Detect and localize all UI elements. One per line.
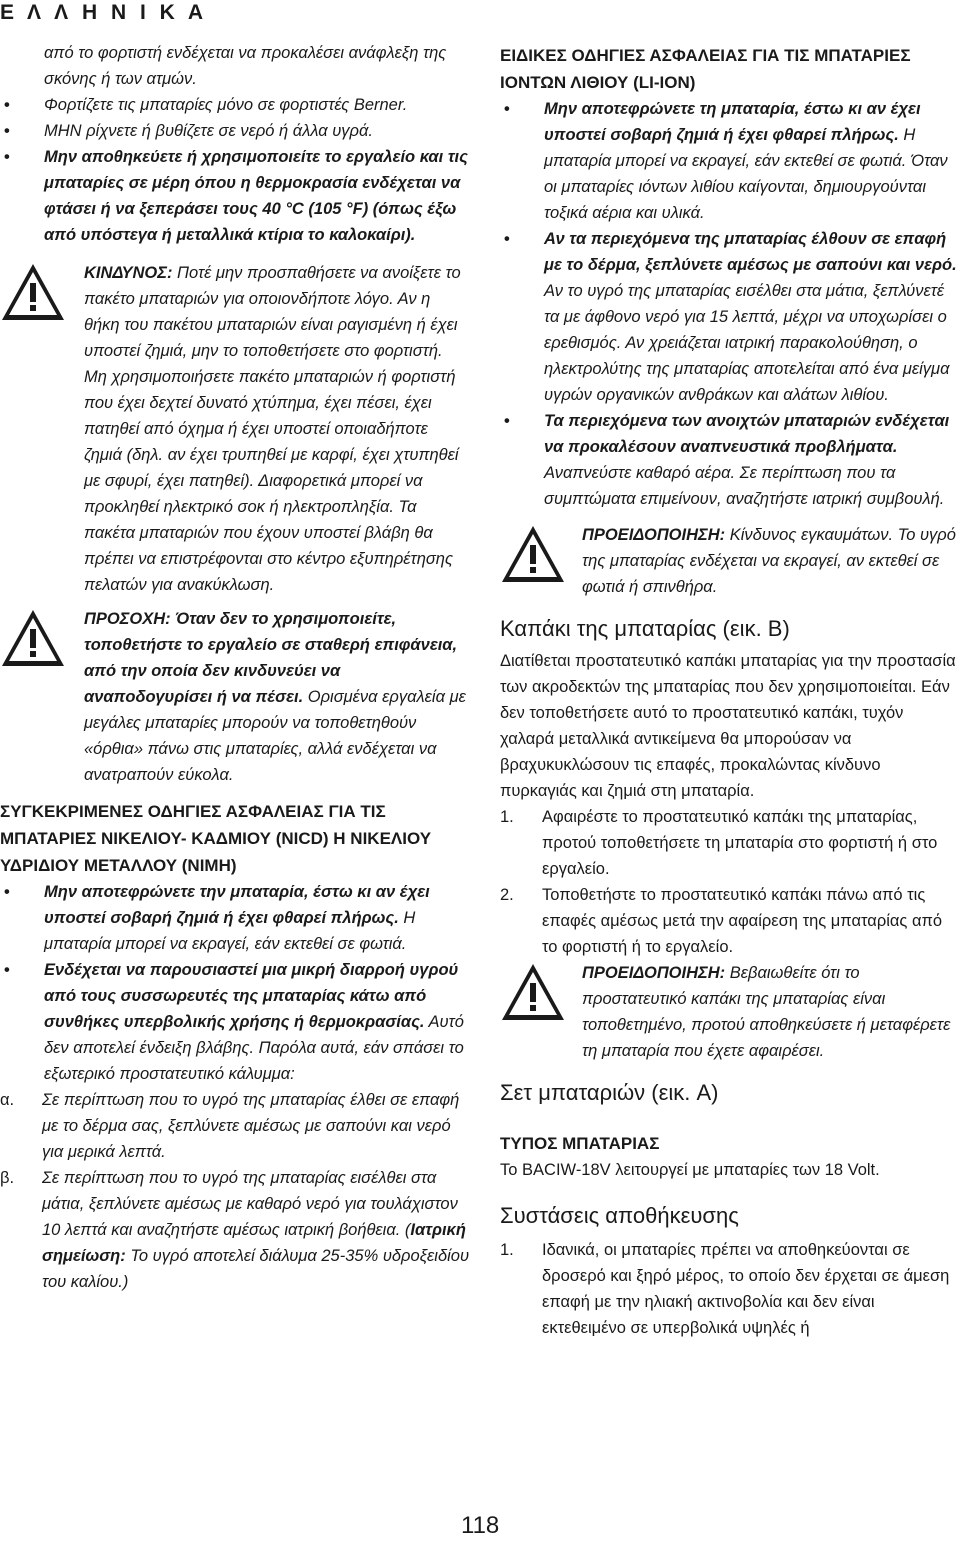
nicd-section-heading: ΣΥΓΚΕΚΡΙΜΕΝΕΣ ΟΔΗΓΙΕΣ ΑΣΦΑΛΕΙΑΣ ΓΙΑ ΤΙΣ ΜΠΑΤΑΡΙΕΣ ΝΙΚΕΛΙΟΥ- ΚΑΔΜΙΟΥ (NICD) Η ΝΙΚΕΛΙΟΥ ΥΔΡΙΔΙΟΥ ΜΕΤΑΛΛΟΥ (NIMH) [0, 802, 432, 875]
warning-triangle-icon [500, 524, 566, 584]
danger-text: Ποτέ μην προσπαθήσετε να ανοίξετε το πακέτο μπαταριών για οποιονδήποτε λόγο. Αν η θήκη του πακέτου μπαταριών είναι ραγισμένη ή έχει υποστεί ζημιά, μην το τοποθετήσετε στο φορτιστή. Μη χρησιμοποιήσετε πακέτο μπαταριών ή φορτιστή που έχει δεχτεί δυνατό χτύπημα, έχει πέσει, έχει πατηθεί από όχημα ή έχει υποστεί οποιαδήποτε ζημιά (δηλ. αν έχει τρυπηθεί με καρφί, έχει χτυπηθεί με σφυρί, έχει πατηθεί). Διαφορετικά μπορεί να προκληθεί ηλεκτρικό σοκ ή ηλεκτροπληξία. Τα πακέτα μπαταριών που έχουν υποστεί βλάβη θα πρέπει να επιστρέφονται στο κέντρο εξυπηρέτησης πελατών για ανακύκλωση. [84, 264, 461, 594]
page-number: 118 [461, 1512, 500, 1539]
nicd-bullet-list [0, 879, 470, 1087]
page-header-language: Ε Λ Λ Η Ν Ι Κ Α [0, 1, 208, 24]
liion-bullet-list [500, 96, 960, 512]
list-item: • Αν τα περιεχόμενα της μπαταρίας έλθουν σε επαφή με το δέρμα, ξεπλύνετε αμέσως με σαπούνι και νερό. Αν το υγρό της μπαταρίας εισέλθει στα μάτια, ξεπλύνετέ τα με άφθονο νερό για 15 λεπτά, μέχρι να υποχωρίσει ο ερεθισμός. Αν χρειάζεται ιατρική παρακολούθηση, ο ηλεκτρολύτης της μπαταρίας αποτελείται από ένα μείγμα υγρών οργανικών ανθράκων και αλάτων λιθίου. [504, 230, 957, 404]
left-bullet-list [0, 92, 470, 248]
list-item: • Μην αποτεφρώνετε την μπαταρία, έστω κι αν έχει υποστεί σοβαρή ζημιά ή έχει φθαρεί πλήρως. Η μπαταρία μπορεί να εκραγεί, εάν εκτεθεί σε φωτιά. [4, 883, 430, 953]
continued-text: από το φορτιστή ενδέχεται να προκαλέσει ανάφλεξη της σκόνης ή των ατμών. [44, 44, 447, 88]
list-item: β. Σε περίπτωση που το υγρό της μπαταρίας εισέλθει στα μάτια, ξεπλύνετε αμέσως με καθαρό νερό για τουλάχιστον 10 λεπτά και αναζητήστε αμέσως ιατρική βοήθεια. (Ιατρική σημείωση: Το υγρό αποτελεί διάλυμα 25-35% υδροξειδίου του καλίου.) [0, 1169, 470, 1291]
list-item: 2. Τοποθετήστε το προστατευτικό καπάκι πάνω από τις επαφές αμέσως μετά την αφαίρεση της μπαταρίας από το φορτιστή ή το εργαλείο. [500, 886, 943, 956]
battery-pack-heading: Σετ μπαταριών (εικ. A) [500, 1080, 719, 1105]
list-item: α. Σε περίπτωση που το υγρό της μπαταρίας έλθει σε επαφή με το δέρμα σας, ξεπλύνετε αμέσως με σαπούνι και νερό για μερικά λεπτά. [0, 1091, 460, 1161]
battery-cap-steps [500, 804, 960, 960]
right-column [500, 42, 960, 1341]
battery-type-heading: ΤΥΠΟΣ ΜΠΑΤΑΡΙΑΣ [500, 1134, 660, 1153]
caution-text: Ορισμένα εργαλεία με μεγάλες μπαταρίες μπορούν να τοποθετηθούν «όρθια» πάνω στις μπαταρίες, αλλά ενδέχεται να ανατραπούν εύκολα. [84, 688, 466, 784]
cap-warning: ΠΡΟΕΙΔΟΠΟΙΗΣΗ: Βεβαιωθείτε ότι το προστατευτικό καπάκι της μπαταρίας είναι τοποθετημένο, προτού αποθηκεύσετε ή μεταφέρετε τη μπαταρία που έχετε αφαιρέσει. [500, 960, 960, 1064]
warning-triangle-icon [0, 608, 66, 668]
storage-steps [500, 1237, 960, 1341]
warning-triangle-icon [500, 962, 566, 1022]
nicd-alpha-list [0, 1087, 470, 1295]
danger-warning [0, 260, 470, 598]
danger-label: ΚΙΝΔΥΝΟΣ: [84, 264, 173, 282]
battery-cap-heading: Καπάκι της μπαταρίας (εικ. B) [500, 616, 790, 641]
list-item: • Τα περιεχόμενα των ανοιχτών μπαταριών ενδέχεται να προκαλέσουν αναπνευστικά προβλήματα. Αναπνεύστε καθαρό αέρα. Σε περίπτωση που τα συμπτώματα επιμείνουν, αναζητήστε ιατρική συμβουλή. [504, 412, 950, 508]
liion-section-heading: ΕΙΔΙΚΕΣ ΟΔΗΓΙΕΣ ΑΣΦΑΛΕΙΑΣ ΓΙΑ ΤΙΣ ΜΠΑΤΑΡΙΕΣ ΙΟΝΤΩΝ ΛΙΘΙΟΥ (LI-ION) [500, 46, 911, 92]
caution-warning [0, 606, 470, 788]
warning-triangle-icon [0, 262, 66, 322]
battery-type-text: Το BACIW-18V λειτουργεί με μπαταρίες των 18 Volt. [500, 1161, 880, 1179]
list-item: • Φορτίζετε τις μπαταρίες μόνο σε φορτιστές Berner. [4, 96, 408, 114]
list-item: • Ενδέχεται να παρουσιαστεί μια μικρή διαρροή υγρού από τους συσσωρευτές της μπαταρίας κάτω από συνθήκες υπερβολικής χρήσης ή θερμοκρασίας. Αυτό δεν αποτελεί ένδειξη βλάβης. Παρόλα αυτά, εάν σπάσει το εξωτερικό προστατευτικό κάλυμμα: [4, 961, 464, 1083]
list-item: • Μην αποθηκεύετε ή χρησιμοποιείτε το εργαλείο και τις μπαταρίες σε μέρη όπου η θερμοκρασία ενδέχεται να φτάσει ή να ξεπεράσει τους 40 °C (105 °F) (όπως έξω από υπόστεγα ή μεταλλικά κτίρια το καλοκαίρι). [4, 148, 468, 244]
list-item: 1. Αφαιρέστε το προστατευτικό καπάκι της μπαταρίας, προτού τοποθετήσετε τη μπαταρία στο φορτιστή ή στο εργαλείο. [500, 808, 938, 878]
list-item: 1. Ιδανικά, οι μπαταρίες πρέπει να αποθηκεύονται σε δροσερό και ξηρό μέρος, το οποίο δεν έρχεται σε άμεση επαφή με την ηλιακή ακτινοβολία και δεν είναι εκτεθειμένο σε υπερβολικά υψηλές ή [500, 1241, 950, 1337]
burn-warning: ΠΡΟΕΙΔΟΠΟΙΗΣΗ: Κίνδυνος εγκαυμάτων. Το υγρό της μπαταρίας ενδέχεται να εκραγεί, αν εκτεθεί σε φωτιά ή σπινθήρα. [500, 522, 960, 600]
battery-cap-paragraph: Διατίθεται προστατευτικό καπάκι μπαταρίας για την προστασία των ακροδεκτών της μπαταρίας που δεν χρησιμοποιείται. Εάν δεν τοποθετήσετε αυτό το προστατευτικό καπάκι, τυχόν χαλαρά μεταλλικά αντικείμενα θα μπορούσαν να βραχυκυκλώσουν τις επαφές, προκαλώντας κίνδυνο πυρκαγιάς και ζημιά στη μπαταρία. [500, 652, 956, 800]
storage-heading: Συστάσεις αποθήκευσης [500, 1203, 739, 1228]
list-item: • Μην αποτεφρώνετε τη μπαταρία, έστω κι αν έχει υποστεί σοβαρή ζημιά ή έχει φθαρεί πλήρως. Η μπαταρία μπορεί να εκραγεί, εάν εκτεθεί σε φωτιά. Όταν οι μπαταρίες ιόντων λιθίου καίγονται, δημιουργούνται τοξικά αέρια και υλικά. [504, 100, 948, 222]
caution-bold-text: ΠΡΟΣΟΧΗ: Όταν δεν το χρησιμοποιείτε, τοποθετήστε το εργαλείο σε σταθερή επιφάνεια, από την οποία δεν κινδυνεύει να αναποδογυρίσει ή να πέσει. [84, 610, 458, 706]
left-column [0, 40, 470, 1295]
list-item: • ΜΗΝ ρίχνετε ή βυθίζετε σε νερό ή άλλα υγρά. [4, 122, 373, 140]
